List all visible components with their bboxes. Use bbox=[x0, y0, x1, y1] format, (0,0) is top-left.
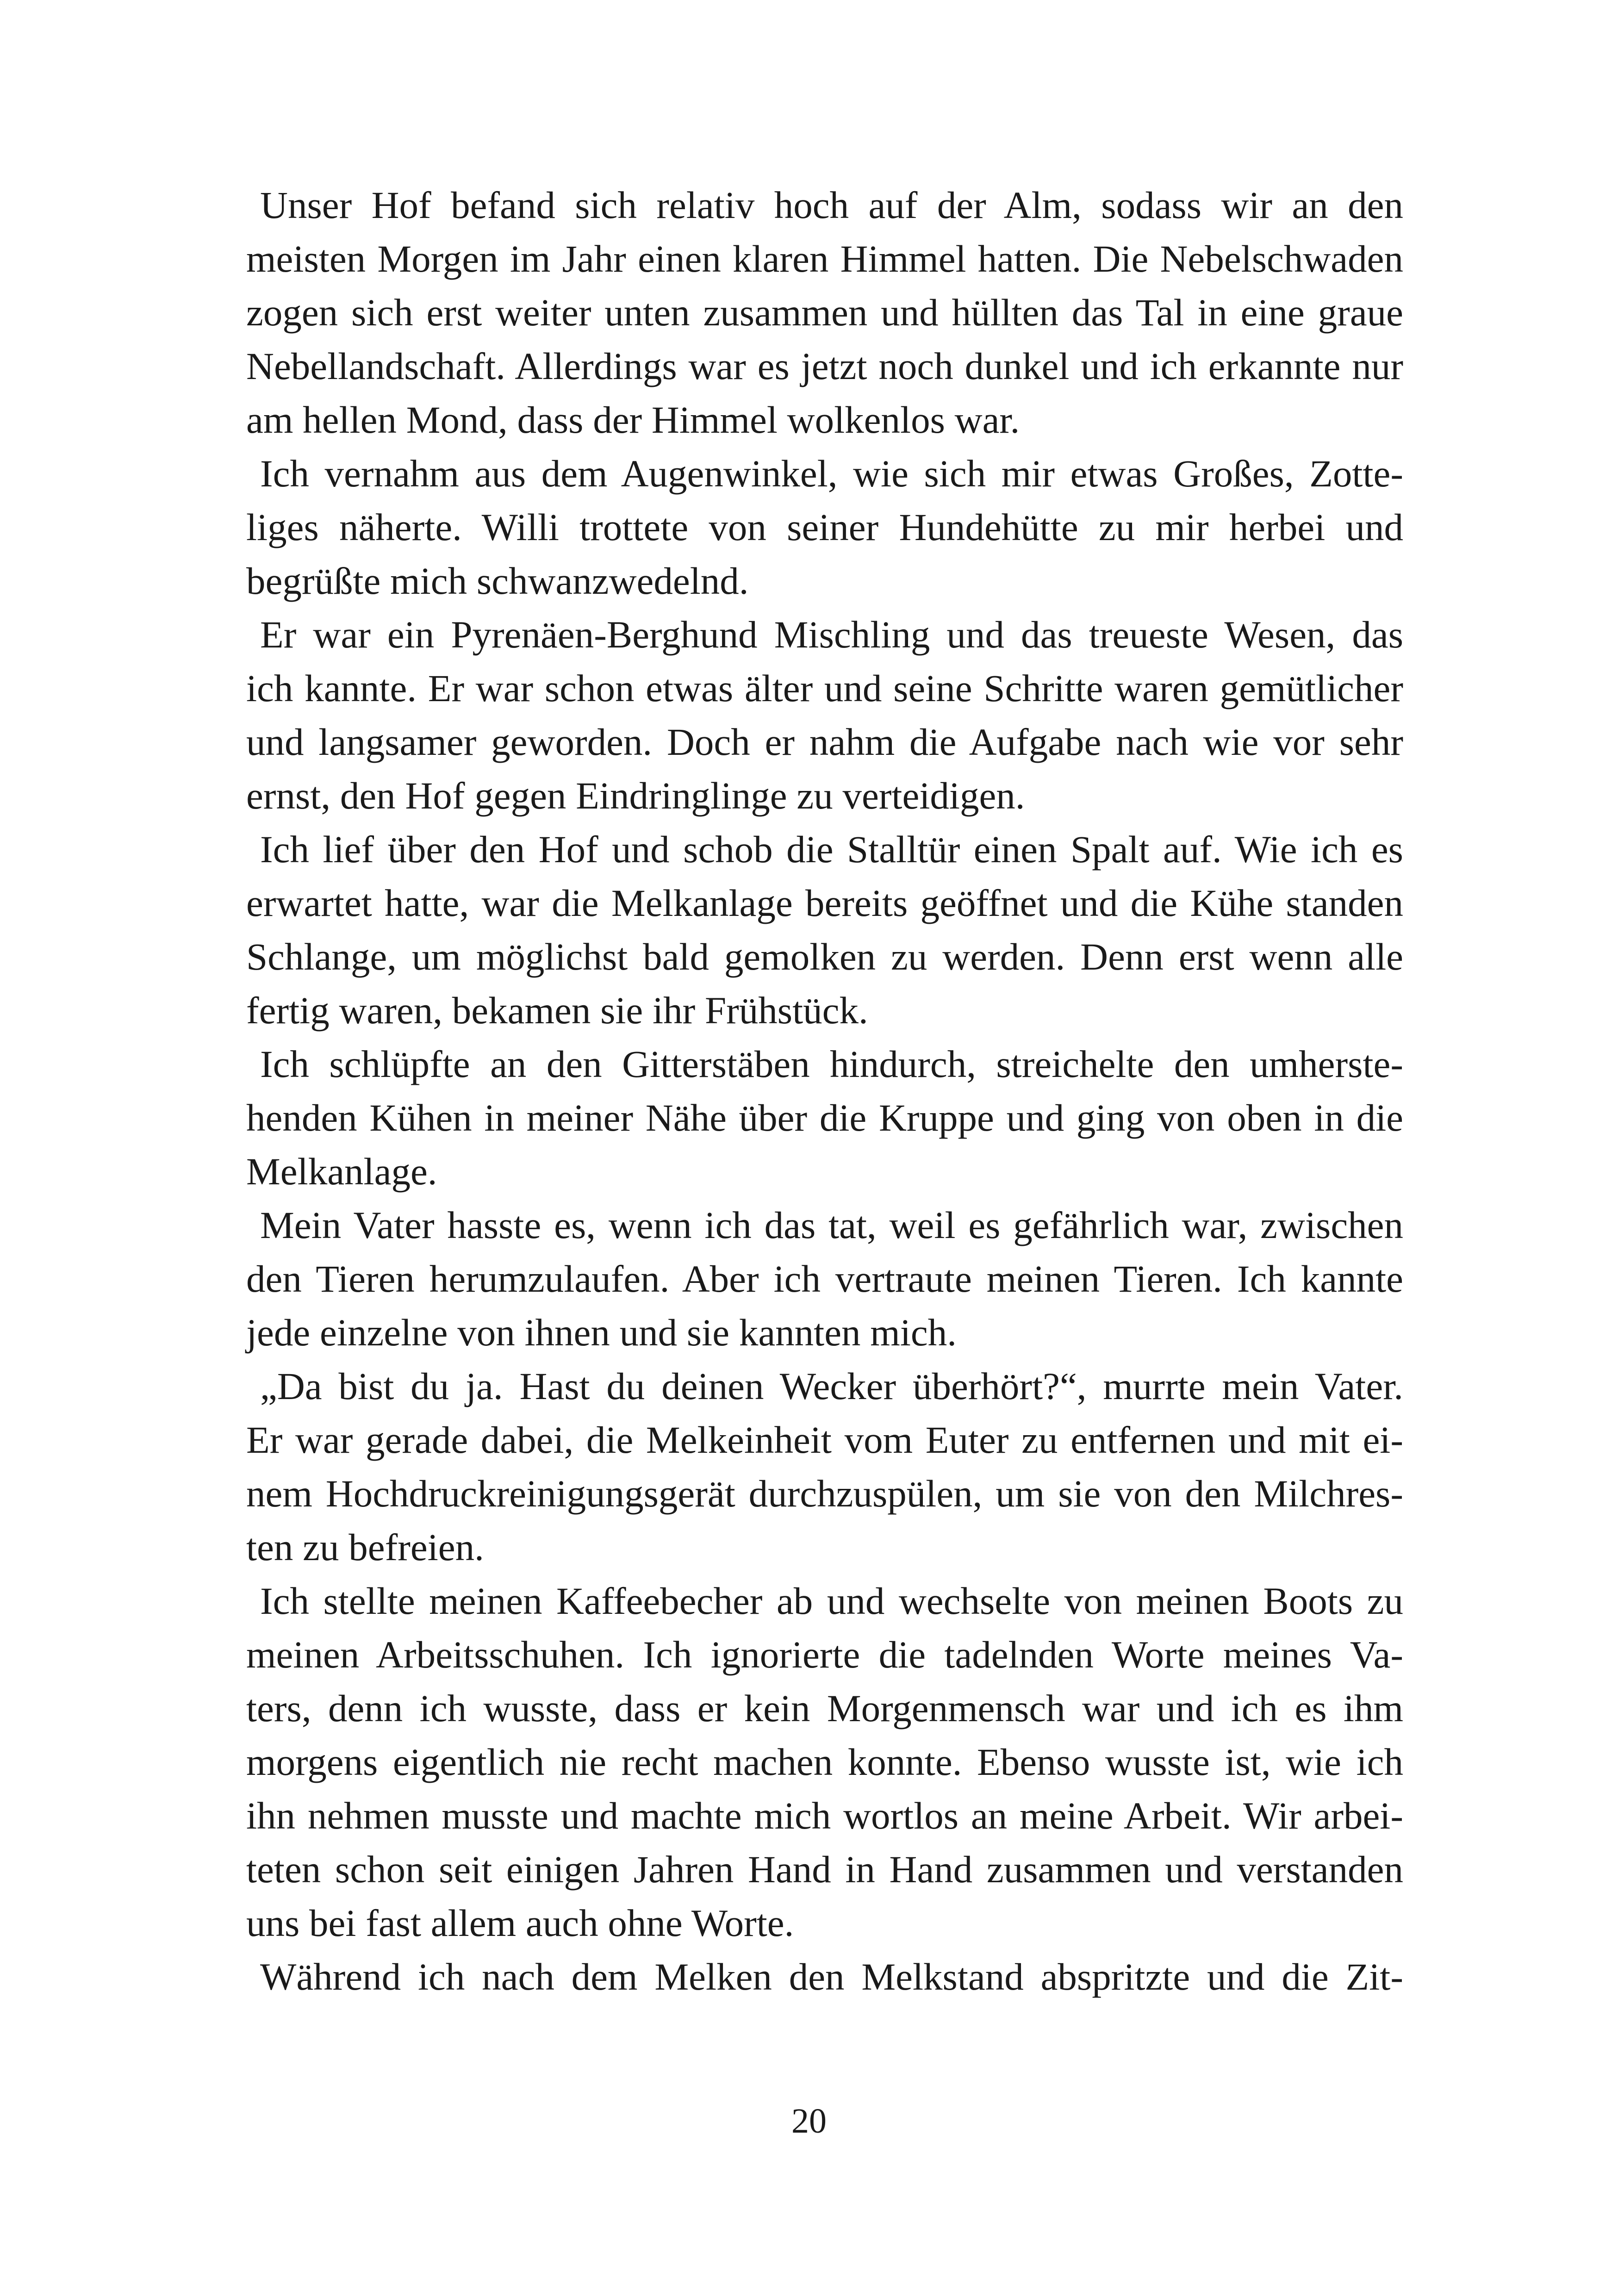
paragraph bbox=[246, 1950, 1403, 2004]
paragraph bbox=[246, 1359, 1403, 1574]
text-line: zogen sich erst weiter unten zusammen und hüllten das Tal in eine graue bbox=[246, 291, 1403, 334]
text-line: Mein Vater hasste es, wenn ich das tat, weil es gefährlich war, zwischen bbox=[260, 1204, 1403, 1246]
text-line: und langsamer geworden. Doch er nahm die Aufgabe nach wie vor sehr bbox=[246, 721, 1403, 763]
body-text bbox=[246, 178, 1403, 2004]
text-line: Melkanlage. bbox=[246, 1150, 437, 1193]
text-line: ich kannte. Er war schon etwas älter und seine Schritte waren gemütlicher bbox=[246, 667, 1403, 709]
text-line: henden Kühen in meiner Nähe über die Kruppe und ging von oben in die bbox=[246, 1096, 1403, 1139]
text-line: Er war gerade dabei, die Melkeinheit vom Euter zu entfernen und mit ei- bbox=[246, 1419, 1403, 1461]
paragraph bbox=[246, 178, 1403, 447]
text-line: Ich vernahm aus dem Augenwinkel, wie sich mir etwas Großes, Zotte- bbox=[260, 452, 1403, 495]
text-line: „Da bist du ja. Hast du deinen Wecker überhört?“, murrte mein Vater. bbox=[260, 1365, 1403, 1407]
text-line: ihn nehmen musste und machte mich wortlos an meine Arbeit. Wir arbei- bbox=[246, 1794, 1403, 1837]
text-line: Schlange, um möglichst bald gemolken zu werden. Denn erst wenn alle bbox=[246, 935, 1403, 978]
text-line: Ich lief über den Hof und schob die Stalltür einen Spalt auf. Wie ich es bbox=[260, 828, 1403, 871]
text-line: Ich stellte meinen Kaffeebecher ab und wechselte von meinen Boots zu bbox=[260, 1580, 1403, 1622]
text-line: ernst, den Hof gegen Eindringlinge zu verteidigen. bbox=[246, 774, 1025, 817]
text-line: jede einzelne von ihnen und sie kannten mich. bbox=[246, 1311, 957, 1354]
paragraph bbox=[246, 447, 1403, 608]
text-line: meinen Arbeitsschuhen. Ich ignorierte die tadelnden Worte meines Va- bbox=[246, 1633, 1403, 1676]
paragraph bbox=[246, 1037, 1403, 1198]
paragraph bbox=[246, 822, 1403, 1037]
text-line: Er war ein Pyrenäen-Berghund Mischling und das treueste Wesen, das bbox=[260, 613, 1403, 656]
text-line: uns bei fast allem auch ohne Worte. bbox=[246, 1902, 794, 1944]
text-line: Unser Hof befand sich relativ hoch auf der Alm, sodass wir an den bbox=[260, 184, 1403, 226]
paragraph bbox=[246, 1574, 1403, 1950]
text-line: Nebellandschaft. Allerdings war es jetzt noch dunkel und ich erkannte nur bbox=[246, 345, 1403, 387]
text-line: ters, denn ich wusste, dass er kein Morgenmensch war und ich es ihm bbox=[246, 1687, 1403, 1730]
text-line: Während ich nach dem Melken den Melkstand abspritzte und die Zit- bbox=[260, 1955, 1403, 1998]
text-line: nem Hochdruckreinigungsgerät durchzuspülen, um sie von den Milchres- bbox=[246, 1472, 1403, 1515]
text-line: teten schon seit einigen Jahren Hand in Hand zusammen und verstanden bbox=[246, 1848, 1403, 1891]
paragraph bbox=[246, 608, 1403, 822]
text-line: Ich schlüpfte an den Gitterstäben hindurch, streichelte den umherste- bbox=[260, 1043, 1403, 1085]
paragraph bbox=[246, 1198, 1403, 1359]
text-line: ten zu befreien. bbox=[246, 1526, 484, 1568]
text-line: morgens eigentlich nie recht machen konnte. Ebenso wusste ist, wie ich bbox=[246, 1741, 1403, 1783]
text-line: am hellen Mond, dass der Himmel wolkenlos war. bbox=[246, 398, 1020, 441]
text-line: fertig waren, bekamen sie ihr Frühstück. bbox=[246, 989, 868, 1032]
text-line: den Tieren herumzulaufen. Aber ich vertraute meinen Tieren. Ich kannte bbox=[246, 1257, 1403, 1300]
text-line: erwartet hatte, war die Melkanlage bereits geöffnet und die Kühe standen bbox=[246, 882, 1403, 924]
page-number: 20 bbox=[791, 2102, 827, 2140]
text-line: liges näherte. Willi trottete von seiner Hundehütte zu mir herbei und bbox=[246, 506, 1403, 548]
text-line: begrüßte mich schwanzwedelnd. bbox=[246, 560, 749, 602]
text-line: meisten Morgen im Jahr einen klaren Himmel hatten. Die Nebelschwaden bbox=[246, 237, 1403, 280]
